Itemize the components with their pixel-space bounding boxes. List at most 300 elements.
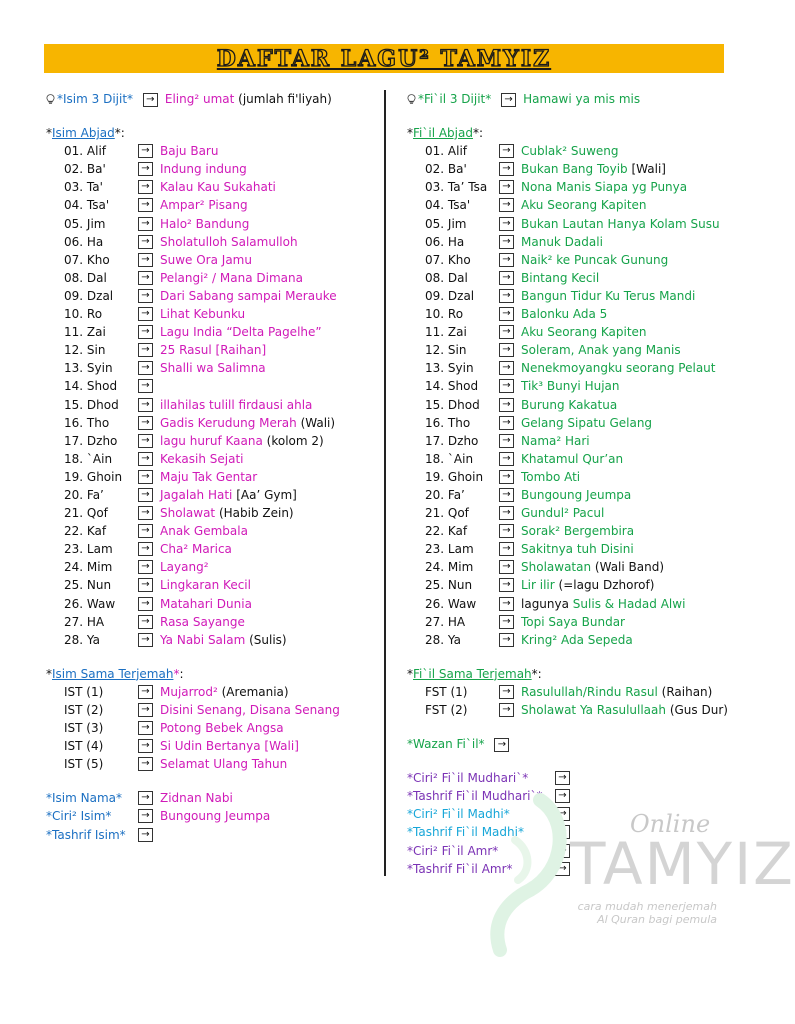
- arrow-icon: →: [499, 235, 514, 249]
- isim-3-dijit-note: (jumlah fi'liyah): [238, 92, 332, 106]
- song-note: (=lagu Dzhorof): [554, 578, 655, 593]
- list-item: [407, 233, 747, 251]
- letter-label: 13. Syin: [64, 361, 113, 376]
- extra-song: Bungoung Jeumpa: [160, 809, 271, 824]
- letter-label: 16. Tho: [425, 415, 471, 430]
- extra-item: [407, 823, 747, 841]
- song-name: Gadis Kerudung Merah: [160, 415, 297, 430]
- arrow-icon: →: [138, 506, 153, 520]
- song-name: Kring² Ada Sepeda: [521, 632, 633, 647]
- letter-label: 07. Kho: [425, 252, 471, 267]
- watermark-tagline: cara mudah menerjemah Al Quran bagi pemula: [577, 900, 717, 926]
- arrow-icon: →: [499, 578, 514, 592]
- song-title: [521, 558, 664, 576]
- song-name: lagu huruf Kaana: [160, 433, 263, 448]
- letter-label: 25. Nun: [425, 578, 473, 593]
- list-item: [407, 576, 747, 594]
- arrow-icon: →: [499, 524, 514, 538]
- column-divider: [384, 90, 386, 876]
- arrow-icon: →: [555, 807, 570, 821]
- song-name: Sakitnya tuh Disini: [521, 542, 634, 557]
- letter-label: 03. Ta’ Tsa: [425, 180, 488, 195]
- letter-label: 15. Dhod: [64, 397, 119, 412]
- letter-label: 27. HA: [64, 614, 105, 629]
- song-title: [160, 178, 276, 196]
- letter-label: 08. Dal: [425, 270, 468, 285]
- letter-label: 23. Lam: [425, 542, 474, 557]
- song-name: Sholawat: [160, 506, 216, 521]
- arrow-icon: →: [499, 144, 514, 158]
- isim-extra-list: [46, 789, 380, 843]
- extra-label: *Ciri² Fi`il Madhi*: [407, 807, 510, 822]
- arrow-icon: →: [555, 844, 570, 858]
- song-title: [160, 755, 287, 773]
- song-name: Nama² Hari: [521, 433, 590, 448]
- arrow-icon: →: [138, 379, 153, 393]
- song-title: [160, 215, 249, 233]
- arrow-icon: →: [138, 791, 153, 805]
- arrow-icon: →: [138, 809, 153, 823]
- arrow-icon: →: [138, 398, 153, 412]
- arrow-icon: →: [138, 757, 153, 771]
- extra-label: *Ciri² Isim*: [46, 809, 112, 824]
- letter-label: 27. HA: [425, 614, 466, 629]
- list-item: [46, 359, 380, 377]
- list-item: [46, 631, 380, 649]
- list-item: [46, 719, 380, 737]
- song-name: Matahari Dunia: [160, 596, 252, 611]
- list-item: [407, 631, 747, 649]
- fiil-sama-heading: *Fi`il Sama Terjemah*:: [407, 666, 542, 681]
- letter-label: IST (2): [64, 703, 104, 717]
- song-title: [521, 595, 685, 613]
- song-title: [521, 323, 647, 341]
- list-item: [407, 414, 747, 432]
- song-title: [160, 251, 252, 269]
- letter-label: 20. Fa’: [64, 487, 104, 502]
- letter-label: 17. Dzho: [64, 433, 118, 448]
- isim-column: [46, 90, 380, 844]
- song-name: Sorak² Bergembira: [521, 524, 635, 539]
- song-title: [521, 468, 580, 486]
- song-name: Lagu India “Delta Pagelhe”: [160, 325, 322, 340]
- song-note: [Aa’ Gym]: [232, 487, 297, 502]
- wazan-fiil-row: *Wazan Fi`il* →: [407, 735, 747, 753]
- song-name: Dari Sabang sampai Merauke: [160, 288, 337, 303]
- letter-label: 01. Alif: [64, 144, 106, 159]
- song-title: [160, 576, 251, 594]
- song-title: [160, 631, 287, 649]
- isim-sama-heading: *Isim Sama Terjemah*:: [46, 666, 184, 681]
- song-title: [160, 504, 294, 522]
- song-name: Bungoung Jeumpa: [521, 487, 632, 502]
- arrow-icon: →: [138, 633, 153, 647]
- arrow-icon: →: [499, 542, 514, 556]
- arrow-icon: →: [499, 217, 514, 231]
- list-item: [407, 160, 747, 178]
- arrow-icon: →: [499, 434, 514, 448]
- list-item: [407, 522, 747, 540]
- song-name: Aku Seorang Kapiten: [521, 325, 647, 340]
- list-item: [46, 341, 380, 359]
- letter-label: 13. Syin: [425, 361, 474, 376]
- fiil-extra-list: [407, 769, 747, 878]
- letter-label: 09. Dzal: [425, 288, 475, 303]
- list-item: [46, 160, 380, 178]
- arrow-icon: →: [499, 506, 514, 520]
- extra-label: *Ciri² Fi`il Amr*: [407, 843, 499, 858]
- extra-item: [46, 807, 380, 825]
- song-title: [160, 595, 252, 613]
- letter-label: 18. `Ain: [425, 451, 474, 466]
- list-item: [407, 287, 747, 305]
- song-title: [521, 142, 619, 160]
- list-item: [407, 450, 747, 468]
- list-item: [407, 215, 747, 233]
- letter-label: 22. Kaf: [425, 524, 468, 539]
- arrow-icon: →: [138, 470, 153, 484]
- song-title: [160, 719, 284, 737]
- letter-label: 08. Dal: [64, 270, 107, 285]
- list-item: [407, 613, 747, 631]
- list-item: [407, 305, 747, 323]
- fiil-3-dijit-label: *Fi`il 3 Dijit*: [418, 92, 492, 106]
- letter-label: IST (4): [64, 739, 104, 754]
- song-title: [160, 683, 289, 701]
- extra-item: [407, 842, 747, 860]
- letter-label: 10. Ro: [425, 307, 464, 322]
- arrow-icon: →: [499, 343, 514, 357]
- song-title: [160, 701, 340, 719]
- song-title: [521, 377, 619, 395]
- letter-label: 15. Dhod: [425, 397, 480, 412]
- list-item: [46, 613, 380, 631]
- list-item: [46, 396, 380, 414]
- extra-label: *Isim Nama*: [46, 791, 123, 806]
- song-note: (kolom 2): [262, 433, 324, 448]
- arrow-icon: →: [499, 361, 514, 375]
- arrow-icon: →: [138, 739, 153, 753]
- song-title: [521, 341, 681, 359]
- song-name: Rasulullah/Rindu Rasul: [521, 684, 658, 699]
- list-item: [407, 178, 747, 196]
- letter-label: 02. Ba': [64, 162, 106, 177]
- page-title: DAFTAR LAGU² TAMYIZ: [216, 46, 552, 72]
- list-item: [407, 251, 747, 269]
- list-item: [407, 377, 747, 395]
- letter-label: 17. Dzho: [425, 433, 479, 448]
- list-item: [407, 142, 747, 160]
- song-name: Khatamul Qur’an: [521, 451, 624, 466]
- song-title: [160, 160, 247, 178]
- arrow-icon: →: [499, 379, 514, 393]
- lightbulb-icon: [46, 94, 55, 105]
- song-name: Shalli wa Salimna: [160, 361, 266, 376]
- letter-label: 20. Fa’: [425, 487, 465, 502]
- fiil-column: [407, 90, 747, 878]
- song-name: Maju Tak Gentar: [160, 469, 258, 484]
- isim-3-dijit-label: *Isim 3 Dijit*: [57, 92, 134, 106]
- extra-item: [407, 805, 747, 823]
- letter-label: 24. Mim: [64, 560, 113, 575]
- song-title: [160, 287, 337, 305]
- song-title: [160, 737, 299, 755]
- arrow-icon: →: [138, 307, 153, 321]
- watermark-brand: TAMYIZ: [570, 830, 795, 898]
- extra-label: *Tashrif Fi`il Amr*: [407, 861, 513, 876]
- song-name: Topi Saya Bundar: [521, 614, 625, 629]
- song-name: Disini Senang, Disana Senang: [160, 703, 340, 717]
- lightbulb-icon: [407, 94, 416, 105]
- extra-item: [46, 789, 380, 807]
- song-name: Gundul² Pacul: [521, 506, 605, 521]
- letter-label: 28. Ya: [425, 632, 461, 647]
- song-name: Bukan Lautan Hanya Kolam Susu: [521, 216, 720, 231]
- song-title: [160, 540, 232, 558]
- arrow-icon: →: [138, 615, 153, 629]
- song-name: Halo² Bandung: [160, 216, 250, 231]
- list-item: [46, 323, 380, 341]
- song-title: [521, 450, 623, 468]
- song-title: [521, 287, 695, 305]
- song-name: Ya Nabi Salam: [160, 632, 246, 647]
- song-note: (Aremania): [217, 684, 289, 699]
- arrow-icon: →: [138, 578, 153, 592]
- letter-label: 07. Kho: [64, 252, 110, 267]
- extra-song: Zidnan Nabi: [160, 791, 233, 806]
- arrow-icon: →: [499, 180, 514, 194]
- list-item: [46, 377, 380, 395]
- fiil-abjad-heading: *Fi`il Abjad*:: [407, 126, 484, 141]
- list-item: [46, 305, 380, 323]
- extra-label: *Tashrif Isim*: [46, 827, 126, 842]
- song-name: Pelangi² / Mana Dimana: [160, 270, 303, 285]
- song-name: Potong Bebek Angsa: [160, 721, 284, 736]
- extra-label: *Tashrif Fi`il Mudhari`*: [407, 789, 543, 804]
- list-item: [46, 269, 380, 287]
- list-item: [407, 432, 747, 450]
- list-item: [407, 323, 747, 341]
- list-item: [407, 595, 747, 613]
- extra-label: *Tashrif Fi`il Madhi*: [407, 825, 524, 840]
- song-name: Sholawat Ya Rasulullaah: [521, 703, 666, 717]
- list-item: [46, 432, 380, 450]
- letter-label: 25. Nun: [64, 578, 112, 593]
- list-item: [46, 522, 380, 540]
- song-name: Cha² Marica: [160, 542, 232, 557]
- list-item: [407, 558, 747, 576]
- song-title: [160, 305, 245, 323]
- song-title: [521, 305, 607, 323]
- song-title: [160, 486, 297, 504]
- arrow-icon: →: [138, 721, 153, 735]
- letter-label: 04. Tsa': [425, 198, 471, 213]
- arrow-icon: →: [138, 162, 153, 176]
- arrow-icon: →: [138, 703, 153, 717]
- letter-label: 19. Ghoin: [64, 469, 123, 484]
- song-name: Gelang Sipatu Gelang: [521, 415, 653, 430]
- song-title: [521, 683, 712, 701]
- isim-abjad-list: [46, 142, 380, 649]
- song-title: [160, 522, 248, 540]
- song-title: [160, 450, 243, 468]
- fiil-3-dijit-row: [407, 90, 747, 108]
- list-item: [46, 233, 380, 251]
- song-title: [160, 142, 218, 160]
- song-note: lagunya: [521, 596, 573, 611]
- song-title: [160, 323, 322, 341]
- arrow-icon: →: [138, 542, 153, 556]
- arrow-icon: →: [138, 235, 153, 249]
- song-name: Rasa Sayange: [160, 614, 245, 629]
- list-item: [46, 251, 380, 269]
- arrow-icon: →: [499, 416, 514, 430]
- letter-label: 01. Alif: [425, 144, 467, 159]
- song-note: (Wali Band): [591, 560, 665, 575]
- song-name: Jagalah Hati: [160, 487, 233, 502]
- watermark-online: Online: [630, 810, 711, 838]
- song-name: Burung Kakatua: [521, 397, 618, 412]
- arrow-icon: →: [499, 615, 514, 629]
- fiil-sama-list: [407, 683, 747, 719]
- arrow-icon: →: [499, 685, 514, 699]
- list-item: [46, 178, 380, 196]
- arrow-icon: →: [499, 560, 514, 574]
- letter-label: 14. Shod: [64, 379, 118, 394]
- arrow-icon: →: [499, 271, 514, 285]
- song-title: [160, 558, 209, 576]
- arrow-icon: →: [138, 180, 153, 194]
- arrow-icon: →: [138, 434, 153, 448]
- arrow-icon: →: [138, 217, 153, 231]
- arrow-icon: →: [138, 488, 153, 502]
- arrow-icon: →: [499, 325, 514, 339]
- letter-label: FST (2): [425, 703, 468, 717]
- arrow-icon: →: [138, 597, 153, 611]
- letter-label: 12. Sin: [64, 343, 106, 358]
- song-name: Anak Gembala: [160, 524, 248, 539]
- list-item: [407, 196, 747, 214]
- song-name: Indung indung: [160, 162, 247, 177]
- song-title: [521, 396, 617, 414]
- song-name: Balonku Ada 5: [521, 307, 608, 322]
- letter-label: FST (1): [425, 684, 468, 699]
- song-title: [521, 522, 634, 540]
- list-item: [407, 701, 747, 719]
- song-title: [521, 215, 720, 233]
- song-name: Cublak² Suweng: [521, 144, 619, 159]
- song-title: [160, 233, 298, 251]
- arrow-icon: →: [499, 398, 514, 412]
- song-note: (Wali): [296, 415, 336, 430]
- song-name: Kalau Kau Sukahati: [160, 180, 276, 195]
- song-title: [521, 160, 666, 178]
- list-item: [46, 287, 380, 305]
- extra-item: [407, 860, 747, 878]
- list-item: [46, 414, 380, 432]
- letter-label: 02. Ba': [425, 162, 467, 177]
- letter-label: 11. Zai: [64, 325, 106, 340]
- arrow-icon: →: [138, 343, 153, 357]
- song-title: [521, 613, 625, 631]
- arrow-icon: →: [138, 685, 153, 699]
- letter-label: 14. Shod: [425, 379, 479, 394]
- song-name: Sholatulloh Salamulloh: [160, 234, 298, 249]
- list-item: [46, 142, 380, 160]
- song-title: [160, 468, 257, 486]
- song-name: Sulis & Hadad Alwi: [572, 596, 686, 611]
- song-note: (Sulis): [245, 632, 287, 647]
- arrow-icon: →: [494, 738, 509, 752]
- song-name: Nenekmoyangku seorang Pelaut: [521, 361, 716, 376]
- list-item: [46, 540, 380, 558]
- list-item: [46, 701, 380, 719]
- song-title: [521, 359, 716, 377]
- song-name: Baju Baru: [160, 144, 219, 159]
- letter-label: 16. Tho: [64, 415, 110, 430]
- list-item: [407, 359, 747, 377]
- song-name: Lihat Kebunku: [160, 307, 246, 322]
- letter-label: 23. Lam: [64, 542, 113, 557]
- list-item: [46, 737, 380, 755]
- list-item: [46, 215, 380, 233]
- song-name: Lingkaran Kecil: [160, 578, 251, 593]
- fiil-3-dijit-song: Hamawi ya mis mis: [523, 92, 641, 106]
- song-title: [160, 269, 303, 287]
- arrow-icon: →: [138, 361, 153, 375]
- song-note: [Wali]: [627, 162, 666, 177]
- letter-label: IST (3): [64, 721, 104, 736]
- letter-label: 22. Kaf: [64, 524, 107, 539]
- arrow-icon: →: [138, 524, 153, 538]
- song-title: [521, 233, 603, 251]
- song-title: [521, 701, 728, 719]
- list-item: [407, 269, 747, 287]
- arrow-icon: →: [499, 488, 514, 502]
- list-item: [46, 755, 380, 773]
- arrow-icon: →: [499, 633, 514, 647]
- arrow-icon: →: [138, 289, 153, 303]
- arrow-icon: →: [138, 271, 153, 285]
- song-name: Bintang Kecil: [521, 270, 600, 285]
- list-item: [46, 576, 380, 594]
- song-title: [521, 486, 631, 504]
- extra-label: *Ciri² Fi`il Mudhari`*: [407, 771, 529, 786]
- arrow-icon: →: [499, 253, 514, 267]
- letter-label: 26. Waw: [425, 596, 477, 611]
- isim-sama-list: [46, 683, 380, 773]
- extra-item: [407, 769, 747, 787]
- song-name: Kekasih Sejati: [160, 451, 244, 466]
- song-name: Aku Seorang Kapiten: [521, 198, 647, 213]
- song-title: [160, 341, 266, 359]
- song-note: (Habib Zein): [215, 506, 294, 521]
- song-title: [160, 432, 324, 450]
- arrow-icon: →: [501, 93, 516, 107]
- list-item: [46, 486, 380, 504]
- song-title: [160, 396, 312, 414]
- song-title: [521, 178, 687, 196]
- song-name: Tik³ Bunyi Hujan: [521, 379, 620, 394]
- list-item: [46, 450, 380, 468]
- list-item: [407, 341, 747, 359]
- letter-label: 05. Jim: [64, 216, 106, 231]
- letter-label: 24. Mim: [425, 560, 474, 575]
- song-title: [521, 196, 647, 214]
- arrow-icon: →: [555, 825, 570, 839]
- fiil-abjad-list: [407, 142, 747, 649]
- song-name: Manuk Dadali: [521, 234, 603, 249]
